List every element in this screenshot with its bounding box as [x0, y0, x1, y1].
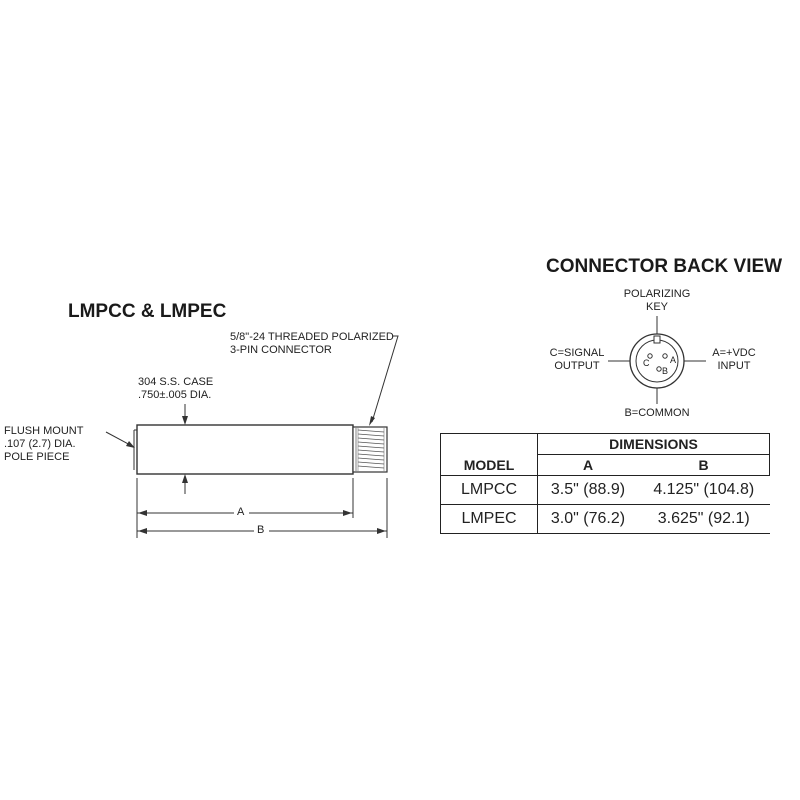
signal-line1: C=SIGNAL — [549, 347, 605, 359]
model-column-header: MODEL — [441, 455, 538, 476]
case-arrow-bottom-head — [182, 474, 188, 483]
table-row — [441, 505, 770, 534]
vdc-line1: A=+VDC — [712, 347, 756, 359]
connector-view-title: CONNECTOR BACK VIEW — [546, 256, 783, 277]
signal-output-label — [545, 347, 609, 373]
table-header-row-1 — [441, 434, 770, 455]
vdc-line2: INPUT — [717, 360, 751, 372]
left-title: LMPCC & LMPEC — [68, 301, 227, 322]
vdc-input-label — [705, 347, 763, 373]
signal-line2: OUTPUT — [554, 360, 600, 372]
pin-b-label: B — [662, 366, 669, 376]
b-value-cell: 4.125" (104.8) — [638, 476, 770, 505]
dim-a-arrow-left — [138, 510, 147, 516]
threaded-connector — [353, 427, 387, 472]
dimension-a — [137, 478, 353, 538]
table-row — [441, 476, 770, 505]
case-callout-line2: .750±.005 DIA. — [138, 389, 212, 401]
a-value-cell: 3.0" (76.2) — [538, 505, 639, 534]
dimension-a-label: A — [237, 506, 245, 518]
table-header-row-2 — [441, 455, 770, 476]
case-callout-line1: 304 S.S. CASE — [138, 376, 214, 388]
dimensions-header: DIMENSIONS — [538, 434, 770, 455]
table-corner-cell — [441, 434, 538, 455]
pin-a-label: A — [670, 355, 677, 365]
b-column-header: B — [638, 455, 770, 476]
polarizing-key-line1: POLARIZING — [623, 288, 691, 300]
dimensions-table — [440, 433, 770, 534]
polarizing-key-line2: KEY — [645, 301, 668, 313]
dim-a-arrow-right — [343, 510, 352, 516]
connector-callout — [230, 331, 394, 357]
b-value-cell: 3.625" (92.1) — [638, 505, 770, 534]
dimension-b-label: B — [257, 524, 265, 536]
sensor-body — [134, 425, 353, 474]
flush-callout-line1: FLUSH MOUNT — [4, 425, 84, 437]
polarizing-key-label — [617, 288, 697, 314]
flush-callout-line2: .107 (2.7) DIA. — [4, 438, 76, 450]
pin-c-label: C — [643, 358, 650, 368]
case-arrow-top-head — [182, 416, 188, 425]
connector-callout-line2: 3-PIN CONNECTOR — [230, 344, 332, 356]
a-column-header: A — [538, 455, 639, 476]
connector-callout-line1: 5/8"-24 THREADED POLARIZED — [230, 331, 394, 343]
common-label: B=COMMON — [624, 407, 690, 419]
model-cell: LMPCC — [441, 476, 538, 505]
connector-back-view — [608, 316, 706, 404]
a-value-cell: 3.5" (88.9) — [538, 476, 639, 505]
case-callout — [138, 376, 213, 402]
flush-mount-callout — [4, 425, 83, 464]
dim-b-arrow-right — [377, 528, 386, 534]
connector-arrowhead — [369, 416, 375, 426]
model-cell: LMPEC — [441, 505, 538, 534]
dim-b-arrow-left — [138, 528, 147, 534]
flush-callout-line3: POLE PIECE — [4, 451, 70, 463]
